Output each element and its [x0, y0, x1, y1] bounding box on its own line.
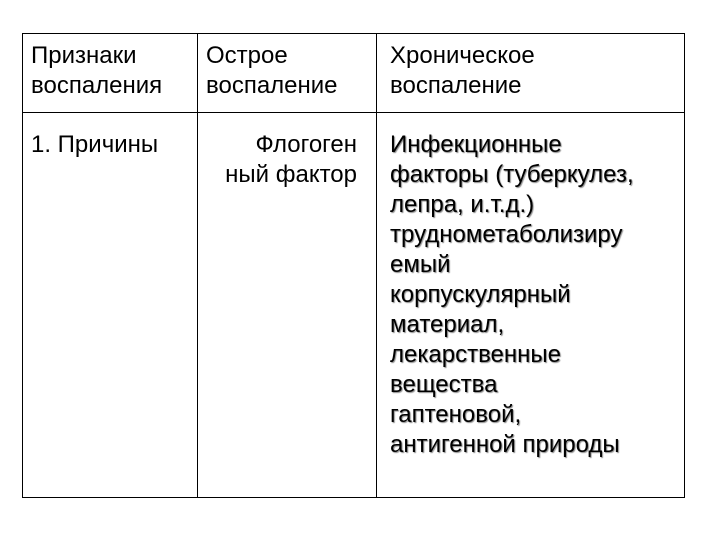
column-divider-1 — [197, 34, 198, 497]
column-divider-2 — [376, 34, 377, 497]
header-cell-acute: Острое воспаление — [206, 42, 338, 99]
header-cell-signs: Признаки воспаления — [31, 42, 163, 99]
header-cell-chronic: Хроническое воспаление — [390, 42, 535, 99]
comparison-table — [22, 33, 685, 498]
header-divider — [23, 112, 684, 113]
row-cell-chronic-cause: Инфекционные факторы (туберкулез, лепра, и.т.д.) труднометаболизиру емый корпускулярный материал, лекарственные вещества гаптеновой, антигенной природы — [390, 131, 634, 458]
row-cell-causes-label: 1. Причины — [31, 131, 159, 158]
row-cell-acute-cause: Флогоген ный фактор — [225, 131, 357, 188]
